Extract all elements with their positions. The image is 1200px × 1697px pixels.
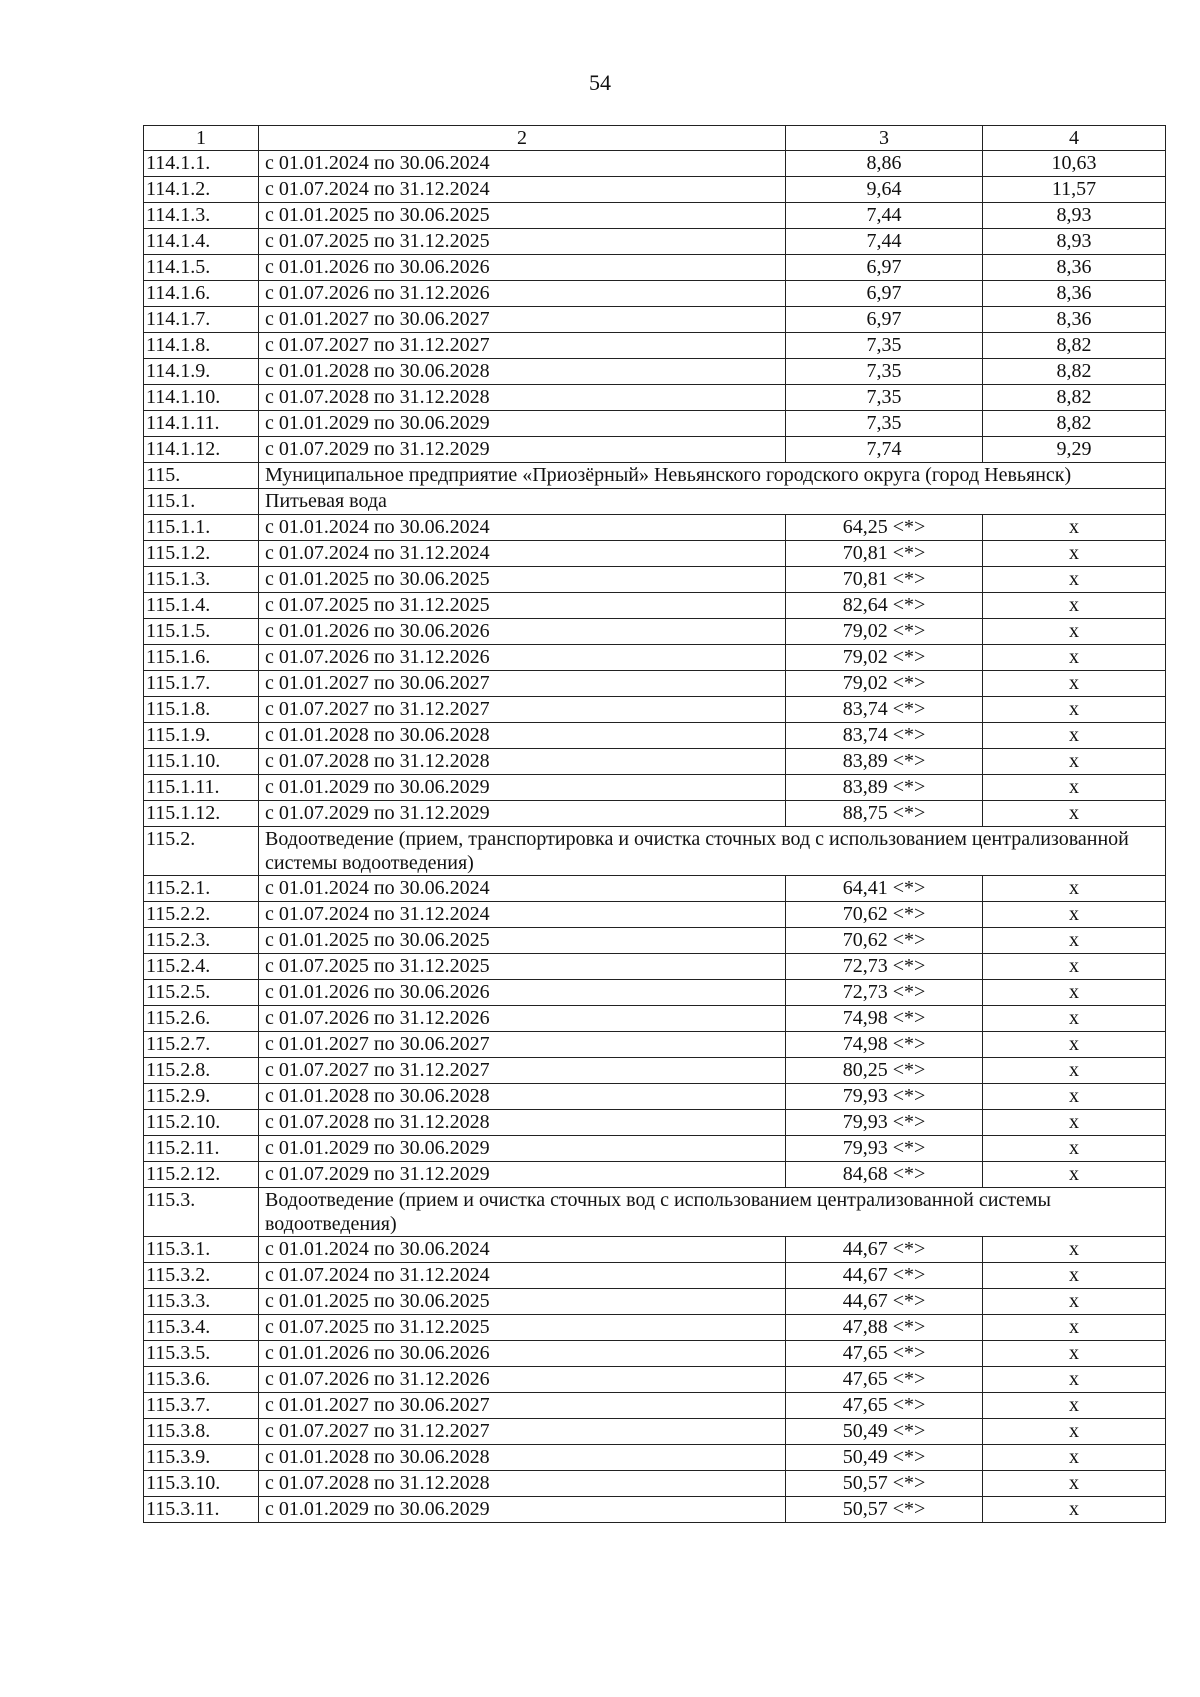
tariff-value-col3: 84,68 <*> — [786, 1162, 983, 1188]
tariff-value-col4: 11,57 — [983, 177, 1166, 203]
table-row — [144, 307, 1166, 333]
tariff-value-col3: 80,25 <*> — [786, 1058, 983, 1084]
tariff-value-col3: 79,93 <*> — [786, 1084, 983, 1110]
period-cell: с 01.07.2025 по 31.12.2025 — [259, 1315, 786, 1341]
period-cell: с 01.07.2027 по 31.12.2027 — [259, 1058, 786, 1084]
tariff-value-col3: 47,88 <*> — [786, 1315, 983, 1341]
tariff-value-col3: 6,97 — [786, 281, 983, 307]
period-cell: с 01.01.2024 по 30.06.2024 — [259, 151, 786, 177]
tariff-value-col4: x — [983, 567, 1166, 593]
period-cell: с 01.07.2025 по 31.12.2025 — [259, 229, 786, 255]
tariff-value-col4: x — [983, 697, 1166, 723]
tariff-value-col3: 7,35 — [786, 385, 983, 411]
row-number: 115.2.7. — [144, 1032, 259, 1058]
row-number: 115.2.8. — [144, 1058, 259, 1084]
table-header-row — [144, 126, 1166, 151]
row-number: 114.1.3. — [144, 203, 259, 229]
section-title: Питьевая вода — [259, 489, 1166, 515]
row-number: 115.1.11. — [144, 775, 259, 801]
tariff-value-col3: 83,89 <*> — [786, 749, 983, 775]
tariff-value-col4: x — [983, 928, 1166, 954]
tariff-value-col3: 70,81 <*> — [786, 541, 983, 567]
period-cell: с 01.01.2029 по 30.06.2029 — [259, 411, 786, 437]
period-cell: с 01.07.2025 по 31.12.2025 — [259, 954, 786, 980]
section-title: Водоотведение (прием и очистка сточных вод с использованием централизованной системы водоотведения) — [259, 1188, 1166, 1237]
tariff-value-col3: 47,65 <*> — [786, 1367, 983, 1393]
tariff-value-col4: 9,29 — [983, 437, 1166, 463]
tariff-value-col3: 83,74 <*> — [786, 697, 983, 723]
period-cell: с 01.07.2024 по 31.12.2024 — [259, 902, 786, 928]
row-number: 114.1.5. — [144, 255, 259, 281]
row-number: 115.3.11. — [144, 1497, 259, 1523]
row-number: 115.2.2. — [144, 902, 259, 928]
tariff-value-col4: x — [983, 1263, 1166, 1289]
table-row — [144, 359, 1166, 385]
tariff-value-col4: x — [983, 876, 1166, 902]
tariff-table — [143, 125, 1166, 1523]
table-row — [144, 645, 1166, 671]
tariff-value-col3: 7,35 — [786, 333, 983, 359]
row-number: 115.1.5. — [144, 619, 259, 645]
table-row — [144, 876, 1166, 902]
table-row — [144, 1289, 1166, 1315]
tariff-value-col3: 7,74 — [786, 437, 983, 463]
tariff-value-col3: 7,44 — [786, 229, 983, 255]
period-cell: с 01.01.2029 по 30.06.2029 — [259, 1497, 786, 1523]
tariff-value-col3: 70,81 <*> — [786, 567, 983, 593]
tariff-value-col4: 8,93 — [983, 229, 1166, 255]
row-number: 115.3.2. — [144, 1263, 259, 1289]
tariff-value-col4: x — [983, 1367, 1166, 1393]
row-number: 115.3. — [144, 1188, 259, 1237]
period-cell: с 01.07.2026 по 31.12.2026 — [259, 1006, 786, 1032]
table-row — [144, 801, 1166, 827]
row-number: 115.1.2. — [144, 541, 259, 567]
table-row — [144, 1110, 1166, 1136]
period-cell: с 01.07.2028 по 31.12.2028 — [259, 1110, 786, 1136]
table-row — [144, 515, 1166, 541]
tariff-value-col4: x — [983, 593, 1166, 619]
row-number: 115.3.3. — [144, 1289, 259, 1315]
row-number: 115.3.5. — [144, 1341, 259, 1367]
period-cell: с 01.01.2025 по 30.06.2025 — [259, 203, 786, 229]
tariff-value-col3: 79,02 <*> — [786, 671, 983, 697]
period-cell: с 01.07.2025 по 31.12.2025 — [259, 593, 786, 619]
row-number: 115.1. — [144, 489, 259, 515]
table-row — [144, 1136, 1166, 1162]
row-number: 115.1.4. — [144, 593, 259, 619]
row-number: 115.3.7. — [144, 1393, 259, 1419]
tariff-value-col3: 79,93 <*> — [786, 1136, 983, 1162]
tariff-value-col4: x — [983, 801, 1166, 827]
table-row — [144, 437, 1166, 463]
tariff-value-col3: 79,02 <*> — [786, 645, 983, 671]
tariff-value-col4: 8,36 — [983, 255, 1166, 281]
period-cell: с 01.07.2024 по 31.12.2024 — [259, 1263, 786, 1289]
section-row — [144, 489, 1166, 515]
page-number: 54 — [589, 70, 611, 95]
row-number: 115.3.10. — [144, 1471, 259, 1497]
tariff-value-col4: x — [983, 1315, 1166, 1341]
row-number: 115.2.11. — [144, 1136, 259, 1162]
section-title: Муниципальное предприятие «Приозёрный» Невьянского городского округа (город Невьянск) — [259, 463, 1166, 489]
period-cell: с 01.01.2024 по 30.06.2024 — [259, 1237, 786, 1263]
tariff-value-col3: 44,67 <*> — [786, 1289, 983, 1315]
row-number: 114.1.11. — [144, 411, 259, 437]
tariff-value-col4: x — [983, 1084, 1166, 1110]
tariff-value-col3: 6,97 — [786, 307, 983, 333]
table-row — [144, 619, 1166, 645]
table-row — [144, 385, 1166, 411]
tariff-value-col4: x — [983, 515, 1166, 541]
table-body — [144, 126, 1166, 1523]
tariff-value-col3: 7,44 — [786, 203, 983, 229]
row-number: 115.2.12. — [144, 1162, 259, 1188]
tariff-value-col4: x — [983, 1445, 1166, 1471]
tariff-value-col3: 70,62 <*> — [786, 928, 983, 954]
tariff-value-col3: 64,25 <*> — [786, 515, 983, 541]
tariff-value-col4: x — [983, 1419, 1166, 1445]
table-row — [144, 902, 1166, 928]
row-number: 115.1.10. — [144, 749, 259, 775]
tariff-value-col4: x — [983, 1136, 1166, 1162]
table-row — [144, 1393, 1166, 1419]
tariff-value-col4: x — [983, 1341, 1166, 1367]
row-number: 115.3.1. — [144, 1237, 259, 1263]
table-row — [144, 203, 1166, 229]
period-cell: с 01.01.2026 по 30.06.2026 — [259, 1341, 786, 1367]
period-cell: с 01.01.2028 по 30.06.2028 — [259, 1084, 786, 1110]
table-row — [144, 1497, 1166, 1523]
table-row — [144, 177, 1166, 203]
row-number: 114.1.12. — [144, 437, 259, 463]
period-cell: с 01.07.2028 по 31.12.2028 — [259, 1471, 786, 1497]
table-row — [144, 723, 1166, 749]
row-number: 115.2.10. — [144, 1110, 259, 1136]
row-number: 115.1.9. — [144, 723, 259, 749]
tariff-value-col4: x — [983, 671, 1166, 697]
period-cell: с 01.01.2027 по 30.06.2027 — [259, 307, 786, 333]
row-number: 114.1.1. — [144, 151, 259, 177]
table-row — [144, 1006, 1166, 1032]
tariff-value-col3: 50,57 <*> — [786, 1471, 983, 1497]
section-row — [144, 463, 1166, 489]
tariff-value-col3: 7,35 — [786, 411, 983, 437]
tariff-value-col3: 74,98 <*> — [786, 1006, 983, 1032]
period-cell: с 01.07.2028 по 31.12.2028 — [259, 385, 786, 411]
row-number: 115.3.4. — [144, 1315, 259, 1341]
period-cell: с 01.07.2026 по 31.12.2026 — [259, 1367, 786, 1393]
tariff-value-col3: 6,97 — [786, 255, 983, 281]
tariff-value-col3: 70,62 <*> — [786, 902, 983, 928]
table-row — [144, 671, 1166, 697]
period-cell: с 01.07.2024 по 31.12.2024 — [259, 177, 786, 203]
tariff-value-col4: x — [983, 541, 1166, 567]
tariff-value-col3: 72,73 <*> — [786, 980, 983, 1006]
table-row — [144, 333, 1166, 359]
table-row — [144, 151, 1166, 177]
period-cell: с 01.01.2026 по 30.06.2026 — [259, 619, 786, 645]
header-cell-col3: 3 — [786, 126, 983, 151]
tariff-value-col3: 74,98 <*> — [786, 1032, 983, 1058]
row-number: 114.1.6. — [144, 281, 259, 307]
tariff-value-col4: 8,82 — [983, 359, 1166, 385]
row-number: 114.1.7. — [144, 307, 259, 333]
table-row — [144, 928, 1166, 954]
period-cell: с 01.01.2024 по 30.06.2024 — [259, 515, 786, 541]
tariff-value-col4: x — [983, 1393, 1166, 1419]
tariff-value-col4: 10,63 — [983, 151, 1166, 177]
tariff-value-col4: x — [983, 980, 1166, 1006]
tariff-value-col3: 82,64 <*> — [786, 593, 983, 619]
tariff-value-col4: x — [983, 775, 1166, 801]
tariff-value-col4: x — [983, 1237, 1166, 1263]
tariff-value-col4: x — [983, 1006, 1166, 1032]
tariff-value-col3: 79,93 <*> — [786, 1110, 983, 1136]
row-number: 115.1.12. — [144, 801, 259, 827]
tariff-value-col4: x — [983, 902, 1166, 928]
period-cell: с 01.01.2027 по 30.06.2027 — [259, 1393, 786, 1419]
tariff-value-col3: 88,75 <*> — [786, 801, 983, 827]
section-row — [144, 1188, 1166, 1237]
table-row — [144, 1419, 1166, 1445]
period-cell: с 01.01.2029 по 30.06.2029 — [259, 1136, 786, 1162]
table-row — [144, 1162, 1166, 1188]
tariff-value-col4: x — [983, 1032, 1166, 1058]
row-number: 115.1.1. — [144, 515, 259, 541]
tariff-value-col3: 44,67 <*> — [786, 1237, 983, 1263]
row-number: 115.3.6. — [144, 1367, 259, 1393]
tariff-value-col3: 72,73 <*> — [786, 954, 983, 980]
period-cell: с 01.01.2029 по 30.06.2029 — [259, 775, 786, 801]
tariff-value-col4: x — [983, 1289, 1166, 1315]
row-number: 115.2.1. — [144, 876, 259, 902]
tariff-value-col3: 9,64 — [786, 177, 983, 203]
table-row — [144, 229, 1166, 255]
period-cell: с 01.01.2028 по 30.06.2028 — [259, 723, 786, 749]
row-number: 115.1.3. — [144, 567, 259, 593]
table-row — [144, 411, 1166, 437]
table-row — [144, 1367, 1166, 1393]
table-row — [144, 697, 1166, 723]
tariff-value-col4: x — [983, 1058, 1166, 1084]
tariff-value-col4: x — [983, 1110, 1166, 1136]
tariff-value-col3: 44,67 <*> — [786, 1263, 983, 1289]
tariff-value-col3: 83,89 <*> — [786, 775, 983, 801]
row-number: 115.1.8. — [144, 697, 259, 723]
row-number: 115.2.5. — [144, 980, 259, 1006]
table-row — [144, 1471, 1166, 1497]
row-number: 115.2.9. — [144, 1084, 259, 1110]
row-number: 114.1.9. — [144, 359, 259, 385]
period-cell: с 01.01.2026 по 30.06.2026 — [259, 255, 786, 281]
row-number: 115.3.8. — [144, 1419, 259, 1445]
period-cell: с 01.01.2027 по 30.06.2027 — [259, 671, 786, 697]
table-row — [144, 255, 1166, 281]
table-row — [144, 541, 1166, 567]
tariff-value-col4: 8,93 — [983, 203, 1166, 229]
row-number: 115.3.9. — [144, 1445, 259, 1471]
row-number: 115.2.6. — [144, 1006, 259, 1032]
tariff-value-col4: x — [983, 723, 1166, 749]
tariff-value-col4: x — [983, 1162, 1166, 1188]
period-cell: с 01.07.2027 по 31.12.2027 — [259, 697, 786, 723]
row-number: 115. — [144, 463, 259, 489]
period-cell: с 01.07.2027 по 31.12.2027 — [259, 333, 786, 359]
table-row — [144, 1032, 1166, 1058]
table-row — [144, 567, 1166, 593]
row-number: 115.1.6. — [144, 645, 259, 671]
table-row — [144, 1315, 1166, 1341]
tariff-value-col4: 8,82 — [983, 385, 1166, 411]
tariff-value-col3: 8,86 — [786, 151, 983, 177]
tariff-value-col4: x — [983, 954, 1166, 980]
tariff-value-col4: 8,36 — [983, 281, 1166, 307]
tariff-value-col3: 47,65 <*> — [786, 1393, 983, 1419]
table-row — [144, 775, 1166, 801]
tariff-value-col3: 47,65 <*> — [786, 1341, 983, 1367]
period-cell: с 01.01.2025 по 30.06.2025 — [259, 928, 786, 954]
table-row — [144, 593, 1166, 619]
period-cell: с 01.01.2025 по 30.06.2025 — [259, 567, 786, 593]
tariff-value-col3: 50,57 <*> — [786, 1497, 983, 1523]
period-cell: с 01.01.2025 по 30.06.2025 — [259, 1289, 786, 1315]
row-number: 114.1.4. — [144, 229, 259, 255]
tariff-value-col3: 83,74 <*> — [786, 723, 983, 749]
period-cell: с 01.07.2026 по 31.12.2026 — [259, 281, 786, 307]
tariff-value-col4: x — [983, 645, 1166, 671]
table-row — [144, 980, 1166, 1006]
table-row — [144, 1058, 1166, 1084]
table-row — [144, 1445, 1166, 1471]
period-cell: с 01.01.2028 по 30.06.2028 — [259, 1445, 786, 1471]
header-cell-col2: 2 — [259, 126, 786, 151]
period-cell: с 01.01.2024 по 30.06.2024 — [259, 876, 786, 902]
period-cell: с 01.07.2029 по 31.12.2029 — [259, 437, 786, 463]
table-row — [144, 1263, 1166, 1289]
table-row — [144, 749, 1166, 775]
row-number: 114.1.2. — [144, 177, 259, 203]
row-number: 114.1.8. — [144, 333, 259, 359]
tariff-value-col4: 8,82 — [983, 333, 1166, 359]
tariff-value-col4: x — [983, 1471, 1166, 1497]
tariff-value-col3: 50,49 <*> — [786, 1445, 983, 1471]
period-cell: с 01.07.2028 по 31.12.2028 — [259, 749, 786, 775]
period-cell: с 01.07.2027 по 31.12.2027 — [259, 1419, 786, 1445]
period-cell: с 01.07.2024 по 31.12.2024 — [259, 541, 786, 567]
tariff-value-col4: x — [983, 1497, 1166, 1523]
tariff-value-col4: x — [983, 619, 1166, 645]
table-row — [144, 1341, 1166, 1367]
period-cell: с 01.07.2026 по 31.12.2026 — [259, 645, 786, 671]
tariff-value-col4: 8,36 — [983, 307, 1166, 333]
table-row — [144, 1084, 1166, 1110]
tariff-value-col4: x — [983, 749, 1166, 775]
table-row — [144, 954, 1166, 980]
header-cell-col1: 1 — [144, 126, 259, 151]
period-cell: с 01.07.2029 по 31.12.2029 — [259, 1162, 786, 1188]
row-number: 115.2. — [144, 827, 259, 876]
tariff-value-col3: 50,49 <*> — [786, 1419, 983, 1445]
header-cell-col4: 4 — [983, 126, 1166, 151]
tariff-value-col3: 79,02 <*> — [786, 619, 983, 645]
tariff-value-col3: 7,35 — [786, 359, 983, 385]
row-number: 115.2.3. — [144, 928, 259, 954]
row-number: 114.1.10. — [144, 385, 259, 411]
period-cell: с 01.01.2027 по 30.06.2027 — [259, 1032, 786, 1058]
period-cell: с 01.01.2026 по 30.06.2026 — [259, 980, 786, 1006]
tariff-value-col3: 64,41 <*> — [786, 876, 983, 902]
row-number: 115.1.7. — [144, 671, 259, 697]
tariff-value-col4: 8,82 — [983, 411, 1166, 437]
section-row — [144, 827, 1166, 876]
period-cell: с 01.01.2028 по 30.06.2028 — [259, 359, 786, 385]
row-number: 115.2.4. — [144, 954, 259, 980]
table-row — [144, 1237, 1166, 1263]
period-cell: с 01.07.2029 по 31.12.2029 — [259, 801, 786, 827]
section-title: Водоотведение (прием, транспортировка и очистка сточных вод с использованием централизованной системы водоотведения) — [259, 827, 1166, 876]
table-row — [144, 281, 1166, 307]
